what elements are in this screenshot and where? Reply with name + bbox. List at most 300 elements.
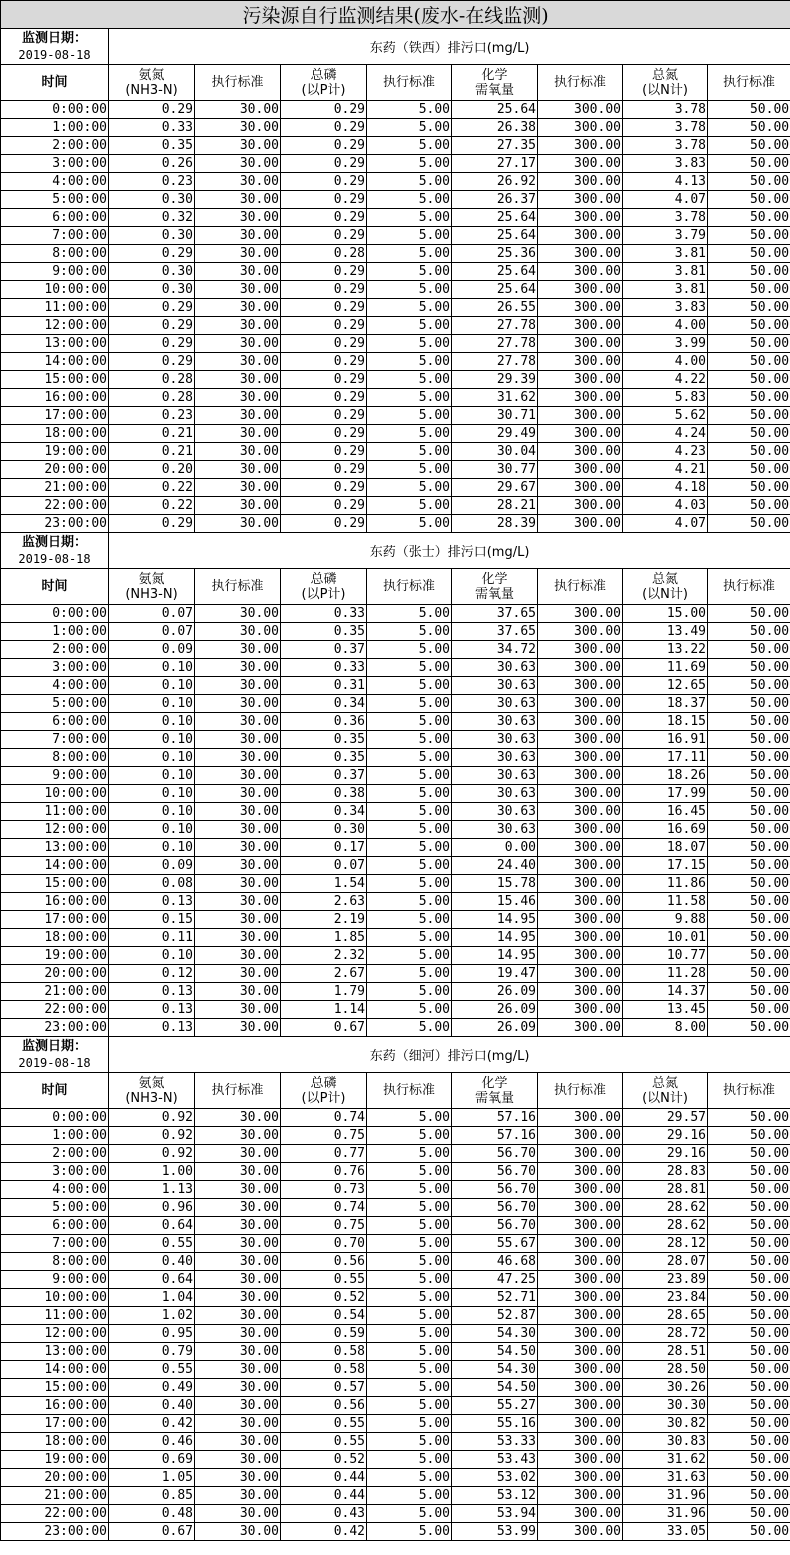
table-cell: 5.00 bbox=[367, 1361, 452, 1379]
table-cell: 50.00 bbox=[708, 821, 790, 839]
table-row bbox=[1, 803, 790, 821]
table-cell: 30.04 bbox=[452, 443, 538, 461]
table-cell: 50.00 bbox=[708, 1523, 790, 1541]
table-cell: 50.00 bbox=[708, 965, 790, 983]
table-cell: 30.63 bbox=[452, 785, 538, 803]
table-cell: 300.00 bbox=[538, 1325, 623, 1343]
table-cell: 30.00 bbox=[195, 1127, 281, 1145]
table-cell: 0.85 bbox=[109, 1487, 195, 1505]
table-cell: 0.30 bbox=[109, 263, 195, 281]
table-cell: 9:00:00 bbox=[1, 263, 109, 281]
table-cell: 50.00 bbox=[708, 785, 790, 803]
table-row bbox=[1, 749, 790, 767]
table-cell: 50.00 bbox=[708, 209, 790, 227]
table-cell: 0.55 bbox=[281, 1415, 367, 1433]
table-cell: 5.00 bbox=[367, 1415, 452, 1433]
table-cell: 0.75 bbox=[281, 1127, 367, 1145]
table-cell: 0.54 bbox=[281, 1307, 367, 1325]
table-cell: 30.00 bbox=[195, 659, 281, 677]
table-cell: 50.00 bbox=[708, 299, 790, 317]
table-cell: 5.00 bbox=[367, 839, 452, 857]
table-cell: 30.00 bbox=[195, 353, 281, 371]
column-header-text: 执行标准 bbox=[211, 579, 264, 594]
table-cell: 0.29 bbox=[281, 155, 367, 173]
table-cell: 30.00 bbox=[195, 767, 281, 785]
table-cell: 11.58 bbox=[623, 893, 708, 911]
table-cell: 0.22 bbox=[109, 479, 195, 497]
table-row bbox=[1, 1361, 790, 1379]
table-cell: 300.00 bbox=[538, 767, 623, 785]
table-cell: 300.00 bbox=[538, 443, 623, 461]
column-header-text: 化学 bbox=[481, 1075, 508, 1091]
table-row bbox=[1, 839, 790, 857]
table-cell: 50.00 bbox=[708, 1127, 790, 1145]
table-cell: 15.78 bbox=[452, 875, 538, 893]
table-cell: 0.30 bbox=[109, 227, 195, 245]
table-cell: 0.49 bbox=[109, 1379, 195, 1397]
table-cell: 5.00 bbox=[367, 1271, 452, 1289]
table-cell: 50.00 bbox=[708, 1361, 790, 1379]
table-row bbox=[1, 641, 790, 659]
table-cell: 19:00:00 bbox=[1, 947, 109, 965]
column-header-text: (以N计) bbox=[642, 1090, 688, 1106]
table-cell: 0.35 bbox=[109, 137, 195, 155]
table-cell: 300.00 bbox=[538, 695, 623, 713]
table-row bbox=[1, 1271, 790, 1289]
column-header-text: 总磷 bbox=[310, 1075, 337, 1091]
table-cell: 0.31 bbox=[281, 677, 367, 695]
table-cell: 56.70 bbox=[452, 1145, 538, 1163]
table-cell: 14:00:00 bbox=[1, 1361, 109, 1379]
table-cell: 14.95 bbox=[452, 947, 538, 965]
table-row bbox=[1, 443, 790, 461]
table-cell: 33.05 bbox=[623, 1523, 708, 1541]
table-cell: 300.00 bbox=[538, 191, 623, 209]
table-cell: 53.02 bbox=[452, 1469, 538, 1487]
table-cell: 26.92 bbox=[452, 173, 538, 191]
table-cell: 300.00 bbox=[538, 407, 623, 425]
table-row bbox=[1, 407, 790, 425]
table-cell: 50.00 bbox=[708, 407, 790, 425]
table-cell: 30.00 bbox=[195, 1379, 281, 1397]
table-cell: 0.29 bbox=[281, 389, 367, 407]
table-cell: 11.28 bbox=[623, 965, 708, 983]
table-cell: 4.23 bbox=[623, 443, 708, 461]
table-cell: 55.67 bbox=[452, 1235, 538, 1253]
outlet-name: 东药（细河）排污口(mg/L) bbox=[109, 1037, 790, 1073]
table-cell: 50.00 bbox=[708, 1235, 790, 1253]
table-cell: 0.28 bbox=[109, 389, 195, 407]
table-cell: 30.77 bbox=[452, 461, 538, 479]
table-cell: 50.00 bbox=[708, 803, 790, 821]
table-cell: 5.00 bbox=[367, 749, 452, 767]
table-cell: 50.00 bbox=[708, 947, 790, 965]
column-header bbox=[195, 1073, 281, 1109]
table-cell: 5.00 bbox=[367, 731, 452, 749]
table-cell: 5.00 bbox=[367, 209, 452, 227]
table-cell: 31.62 bbox=[623, 1451, 708, 1469]
table-cell: 300.00 bbox=[538, 1163, 623, 1181]
table-cell: 5.00 bbox=[367, 983, 452, 1001]
table-cell: 0.52 bbox=[281, 1451, 367, 1469]
table-cell: 5.00 bbox=[367, 803, 452, 821]
table-row bbox=[1, 1505, 790, 1523]
table-cell: 1:00:00 bbox=[1, 623, 109, 641]
table-cell: 300.00 bbox=[538, 119, 623, 137]
table-cell: 53.99 bbox=[452, 1523, 538, 1541]
table-cell: 0.73 bbox=[281, 1181, 367, 1199]
table-row bbox=[1, 713, 790, 731]
table-row bbox=[1, 893, 790, 911]
table-cell: 1.79 bbox=[281, 983, 367, 1001]
table-cell: 0.44 bbox=[281, 1469, 367, 1487]
table-cell: 5.00 bbox=[367, 641, 452, 659]
table-cell: 50.00 bbox=[708, 353, 790, 371]
table-cell: 50.00 bbox=[708, 1163, 790, 1181]
table-cell: 300.00 bbox=[538, 713, 623, 731]
table-cell: 30.00 bbox=[195, 479, 281, 497]
table-cell: 30.00 bbox=[195, 929, 281, 947]
table-cell: 30.00 bbox=[195, 281, 281, 299]
table-cell: 4.03 bbox=[623, 497, 708, 515]
table-cell: 31.96 bbox=[623, 1487, 708, 1505]
table-cell: 21:00:00 bbox=[1, 983, 109, 1001]
column-header bbox=[538, 1073, 623, 1109]
table-cell: 3:00:00 bbox=[1, 1163, 109, 1181]
table-cell: 0.11 bbox=[109, 929, 195, 947]
table-cell: 53.94 bbox=[452, 1505, 538, 1523]
table-body bbox=[1, 1, 790, 1541]
monitoring-date-cell bbox=[1, 533, 109, 569]
table-cell: 300.00 bbox=[538, 1487, 623, 1505]
table-cell: 300.00 bbox=[538, 335, 623, 353]
table-row bbox=[1, 929, 790, 947]
table-cell: 30.00 bbox=[195, 1235, 281, 1253]
table-cell: 30.00 bbox=[195, 749, 281, 767]
table-cell: 20:00:00 bbox=[1, 965, 109, 983]
table-cell: 300.00 bbox=[538, 1343, 623, 1361]
table-cell: 50.00 bbox=[708, 389, 790, 407]
table-cell: 5.00 bbox=[367, 695, 452, 713]
table-cell: 0.69 bbox=[109, 1451, 195, 1469]
table-cell: 30.00 bbox=[195, 1451, 281, 1469]
column-header bbox=[367, 65, 452, 101]
table-cell: 50.00 bbox=[708, 119, 790, 137]
table-cell: 50.00 bbox=[708, 173, 790, 191]
column-header-text: 总磷 bbox=[310, 571, 337, 587]
table-cell: 30.63 bbox=[452, 677, 538, 695]
table-row bbox=[1, 1379, 790, 1397]
table-cell: 30.00 bbox=[195, 623, 281, 641]
table-cell: 5.00 bbox=[367, 191, 452, 209]
table-cell: 50.00 bbox=[708, 875, 790, 893]
table-cell: 50.00 bbox=[708, 227, 790, 245]
table-cell: 0.29 bbox=[281, 191, 367, 209]
column-header-row bbox=[1, 569, 790, 605]
table-cell: 19:00:00 bbox=[1, 1451, 109, 1469]
table-cell: 30.00 bbox=[195, 497, 281, 515]
table-cell: 5.00 bbox=[367, 443, 452, 461]
table-cell: 300.00 bbox=[538, 623, 623, 641]
table-cell: 50.00 bbox=[708, 515, 790, 533]
table-cell: 0.35 bbox=[281, 731, 367, 749]
table-cell: 17:00:00 bbox=[1, 911, 109, 929]
table-row bbox=[1, 677, 790, 695]
table-cell: 8:00:00 bbox=[1, 245, 109, 263]
table-row bbox=[1, 263, 790, 281]
table-cell: 0.13 bbox=[109, 1019, 195, 1037]
table-cell: 5.00 bbox=[367, 299, 452, 317]
table-cell: 5.00 bbox=[367, 821, 452, 839]
table-cell: 26.38 bbox=[452, 119, 538, 137]
table-cell: 50.00 bbox=[708, 1145, 790, 1163]
table-cell: 30.00 bbox=[195, 1289, 281, 1307]
table-cell: 0.29 bbox=[109, 299, 195, 317]
table-row bbox=[1, 119, 790, 137]
table-cell: 0.29 bbox=[281, 443, 367, 461]
table-cell: 300.00 bbox=[538, 947, 623, 965]
table-cell: 0.21 bbox=[109, 443, 195, 461]
table-cell: 300.00 bbox=[538, 1001, 623, 1019]
table-cell: 5.00 bbox=[367, 677, 452, 695]
table-cell: 23:00:00 bbox=[1, 1523, 109, 1541]
column-header bbox=[538, 65, 623, 101]
table-cell: 28.12 bbox=[623, 1235, 708, 1253]
table-cell: 50.00 bbox=[708, 749, 790, 767]
table-cell: 30.00 bbox=[195, 821, 281, 839]
table-cell: 6:00:00 bbox=[1, 1217, 109, 1235]
table-cell: 5.00 bbox=[367, 1343, 452, 1361]
table-row bbox=[1, 353, 790, 371]
column-header-text: 执行标准 bbox=[723, 1083, 776, 1098]
table-cell: 50.00 bbox=[708, 1001, 790, 1019]
table-cell: 8.00 bbox=[623, 1019, 708, 1037]
table-cell: 29.16 bbox=[623, 1127, 708, 1145]
table-cell: 300.00 bbox=[538, 839, 623, 857]
table-cell: 10:00:00 bbox=[1, 281, 109, 299]
table-cell: 50.00 bbox=[708, 911, 790, 929]
table-cell: 300.00 bbox=[538, 1109, 623, 1127]
table-cell: 3.78 bbox=[623, 137, 708, 155]
monitoring-date-value: 2019-08-18 bbox=[18, 1055, 91, 1070]
table-cell: 23.89 bbox=[623, 1271, 708, 1289]
table-cell: 16:00:00 bbox=[1, 893, 109, 911]
table-cell: 0.52 bbox=[281, 1289, 367, 1307]
table-cell: 20:00:00 bbox=[1, 1469, 109, 1487]
table-cell: 18:00:00 bbox=[1, 425, 109, 443]
table-cell: 30.00 bbox=[195, 785, 281, 803]
table-cell: 300.00 bbox=[538, 389, 623, 407]
table-cell: 13:00:00 bbox=[1, 1343, 109, 1361]
table-cell: 50.00 bbox=[708, 929, 790, 947]
table-cell: 30.00 bbox=[195, 1505, 281, 1523]
table-cell: 30.00 bbox=[195, 191, 281, 209]
table-cell: 15:00:00 bbox=[1, 1379, 109, 1397]
table-cell: 30.00 bbox=[195, 1397, 281, 1415]
table-cell: 13.49 bbox=[623, 623, 708, 641]
table-cell: 5.00 bbox=[367, 605, 452, 623]
column-header-text: (以P计) bbox=[301, 82, 346, 98]
table-cell: 56.70 bbox=[452, 1199, 538, 1217]
table-cell: 30.63 bbox=[452, 767, 538, 785]
table-cell: 300.00 bbox=[538, 875, 623, 893]
table-cell: 0.43 bbox=[281, 1505, 367, 1523]
table-row bbox=[1, 191, 790, 209]
table-cell: 9:00:00 bbox=[1, 767, 109, 785]
table-cell: 30.00 bbox=[195, 1253, 281, 1271]
table-cell: 4.18 bbox=[623, 479, 708, 497]
table-cell: 0.29 bbox=[281, 461, 367, 479]
table-cell: 300.00 bbox=[538, 425, 623, 443]
table-cell: 30.00 bbox=[195, 983, 281, 1001]
table-cell: 56.70 bbox=[452, 1163, 538, 1181]
table-cell: 0.10 bbox=[109, 785, 195, 803]
table-cell: 50.00 bbox=[708, 983, 790, 1001]
table-cell: 5.00 bbox=[367, 875, 452, 893]
table-cell: 10.77 bbox=[623, 947, 708, 965]
column-header bbox=[1, 65, 109, 101]
table-cell: 5.00 bbox=[367, 389, 452, 407]
table-cell: 3:00:00 bbox=[1, 155, 109, 173]
table-cell: 17:00:00 bbox=[1, 407, 109, 425]
table-cell: 21:00:00 bbox=[1, 1487, 109, 1505]
table-cell: 300.00 bbox=[538, 605, 623, 623]
table-cell: 2.19 bbox=[281, 911, 367, 929]
table-cell: 0.29 bbox=[281, 101, 367, 119]
table-cell: 57.16 bbox=[452, 1109, 538, 1127]
column-header-text: (以N计) bbox=[642, 82, 688, 98]
table-cell: 27.78 bbox=[452, 335, 538, 353]
table-cell: 5.00 bbox=[367, 893, 452, 911]
column-header-text: (NH3-N) bbox=[125, 1090, 178, 1106]
table-cell: 0.10 bbox=[109, 695, 195, 713]
table-cell: 30.00 bbox=[195, 713, 281, 731]
table-cell: 53.43 bbox=[452, 1451, 538, 1469]
table-cell: 22:00:00 bbox=[1, 497, 109, 515]
table-cell: 0.48 bbox=[109, 1505, 195, 1523]
table-cell: 5.00 bbox=[367, 713, 452, 731]
table-cell: 28.62 bbox=[623, 1199, 708, 1217]
column-header bbox=[708, 65, 790, 101]
table-cell: 0.28 bbox=[109, 371, 195, 389]
table-cell: 300.00 bbox=[538, 155, 623, 173]
table-cell: 18.26 bbox=[623, 767, 708, 785]
table-cell: 5.00 bbox=[367, 1433, 452, 1451]
table-cell: 17:00:00 bbox=[1, 1415, 109, 1433]
table-cell: 30.00 bbox=[195, 515, 281, 533]
table-cell: 27.78 bbox=[452, 353, 538, 371]
table-cell: 0.67 bbox=[109, 1523, 195, 1541]
table-cell: 18.37 bbox=[623, 695, 708, 713]
table-cell: 50.00 bbox=[708, 479, 790, 497]
table-cell: 31.63 bbox=[623, 1469, 708, 1487]
table-cell: 0.40 bbox=[109, 1397, 195, 1415]
table-cell: 50.00 bbox=[708, 317, 790, 335]
table-row bbox=[1, 1307, 790, 1325]
column-header-text: 总磷 bbox=[310, 67, 337, 83]
table-cell: 5.00 bbox=[367, 1505, 452, 1523]
table-cell: 0.08 bbox=[109, 875, 195, 893]
table-cell: 15:00:00 bbox=[1, 875, 109, 893]
table-cell: 5.00 bbox=[367, 263, 452, 281]
table-cell: 30.00 bbox=[195, 803, 281, 821]
table-cell: 0.29 bbox=[281, 497, 367, 515]
table-cell: 300.00 bbox=[538, 857, 623, 875]
table-cell: 13.22 bbox=[623, 641, 708, 659]
monitoring-date-label: 监测日期： bbox=[21, 30, 87, 46]
table-cell: 50.00 bbox=[708, 605, 790, 623]
table-cell: 5.00 bbox=[367, 1289, 452, 1307]
table-cell: 0.64 bbox=[109, 1217, 195, 1235]
table-cell: 13:00:00 bbox=[1, 839, 109, 857]
table-row bbox=[1, 623, 790, 641]
table-cell: 18.15 bbox=[623, 713, 708, 731]
table-cell: 5.00 bbox=[367, 1163, 452, 1181]
table-cell: 14.95 bbox=[452, 929, 538, 947]
column-header-text: (以N计) bbox=[642, 586, 688, 602]
table-cell: 27.35 bbox=[452, 137, 538, 155]
table-cell: 0.21 bbox=[109, 425, 195, 443]
table-cell: 0.09 bbox=[109, 641, 195, 659]
table-cell: 14:00:00 bbox=[1, 857, 109, 875]
table-cell: 30.00 bbox=[195, 677, 281, 695]
table-cell: 0.29 bbox=[281, 119, 367, 137]
table-cell: 29.49 bbox=[452, 425, 538, 443]
table-cell: 30.00 bbox=[195, 1109, 281, 1127]
table-cell: 50.00 bbox=[708, 1109, 790, 1127]
column-header-text: 执行标准 bbox=[723, 75, 776, 90]
column-header bbox=[367, 569, 452, 605]
table-cell: 5:00:00 bbox=[1, 191, 109, 209]
section-header-row bbox=[1, 533, 790, 569]
table-cell: 47.25 bbox=[452, 1271, 538, 1289]
table-cell: 50.00 bbox=[708, 767, 790, 785]
table-cell: 300.00 bbox=[538, 1523, 623, 1541]
table-cell: 5.00 bbox=[367, 425, 452, 443]
table-cell: 50.00 bbox=[708, 281, 790, 299]
table-cell: 1:00:00 bbox=[1, 119, 109, 137]
table-cell: 0.29 bbox=[281, 263, 367, 281]
column-header-text: 执行标准 bbox=[553, 1083, 606, 1098]
table-cell: 0.55 bbox=[281, 1433, 367, 1451]
table-cell: 30.00 bbox=[195, 1343, 281, 1361]
table-cell: 300.00 bbox=[538, 803, 623, 821]
table-cell: 10:00:00 bbox=[1, 785, 109, 803]
table-cell: 30.00 bbox=[195, 227, 281, 245]
table-cell: 0.37 bbox=[281, 767, 367, 785]
table-cell: 26.09 bbox=[452, 983, 538, 1001]
table-cell: 300.00 bbox=[538, 1361, 623, 1379]
table-cell: 5.00 bbox=[367, 785, 452, 803]
column-header bbox=[281, 1073, 367, 1109]
table-cell: 50.00 bbox=[708, 461, 790, 479]
table-cell: 50.00 bbox=[708, 1379, 790, 1397]
table-cell: 300.00 bbox=[538, 515, 623, 533]
table-cell: 300.00 bbox=[538, 1217, 623, 1235]
table-cell: 0.95 bbox=[109, 1325, 195, 1343]
column-header-text: (NH3-N) bbox=[125, 586, 178, 602]
table-row bbox=[1, 461, 790, 479]
table-cell: 18:00:00 bbox=[1, 1433, 109, 1451]
monitoring-date-value: 2019-08-18 bbox=[18, 47, 91, 62]
table-cell: 300.00 bbox=[538, 1235, 623, 1253]
table-row bbox=[1, 1253, 790, 1271]
table-cell: 26.37 bbox=[452, 191, 538, 209]
table-cell: 5.00 bbox=[367, 137, 452, 155]
table-cell: 5.00 bbox=[367, 1001, 452, 1019]
table-cell: 0.00 bbox=[452, 839, 538, 857]
table-cell: 15.46 bbox=[452, 893, 538, 911]
